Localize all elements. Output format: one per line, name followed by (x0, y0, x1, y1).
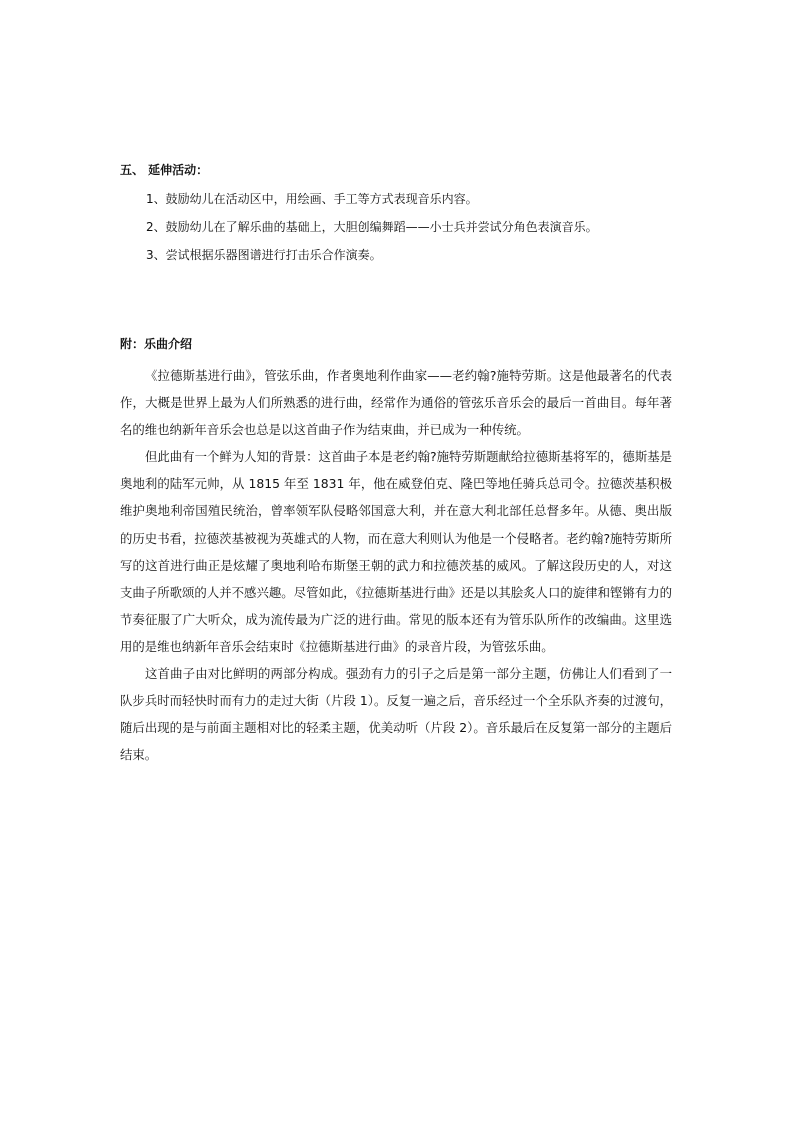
intro-paragraph-2: 但此曲有一个鲜为人知的背景：这首曲子本是老约翰?施特劳斯题献给拉德斯基将军的，德斯基是奥地利的陆军元帅，从 1815 年至 1831 年，他在威登伯克、隆巴等地任骑兵总司令。拉德茨基积极维护奥地利帝国殖民统治，曾率领军队侵略邻国意大利，并在意大利北部任总督多年。从德、奥出版的历史书看，拉德茨基被视为英雄式的人物，而在意大利则认为他是一个侵略者。老约翰?施特劳斯所写的这首进行曲正是炫耀了奥地利哈布斯堡王朝的武力和拉德茨基的威风。了解这段历史的人，对这支曲子所歌颂的人并不感兴趣。尽管如此，《拉德斯基进行曲》还是以其脍炙人口的旋律和铿锵有力的节奏征服了广大听众，成为流传最为广泛的进行曲。常见的版本还有为管乐队所作的改编曲。这里选用的是维也纳新年音乐会结束时《拉德斯基进行曲》的录音片段，为管弦乐曲。 (120, 449, 672, 654)
intro-paragraph-3: 这首曲子由对比鲜明的两部分构成。强劲有力的引子之后是第一部分主题，仿佛让人们看到了一队步兵时而轻快时而有力的走过大街（片段 1）。反复一遍之后，音乐经过一个全乐队齐奏的过渡句，随后出现的是与前面主题相对比的轻柔主题，优美动听（片段 2）。音乐最后在反复第一部分的主题后结束。 (120, 666, 672, 763)
activity-item-2: 2、鼓励幼儿在了解乐曲的基础上，大胆创编舞蹈——小士兵并尝试分角色表演音乐。 (146, 220, 598, 234)
intro-paragraph-1: 《拉德斯基进行曲》，管弦乐曲，作者奥地利作曲家——老约翰?施特劳斯。这是他最著名的代表作，大概是世界上最为人们所熟悉的进行曲，经常作为通俗的管弦乐音乐会的最后一首曲目。每年著名的维也纳新年音乐会也总是以这首曲子作为结束曲，并已成为一种传统。 (120, 368, 672, 438)
activity-item-3: 3、尝试根据乐器图谱进行打击乐合作演奏。 (146, 248, 382, 262)
activity-item-1: 1、鼓励幼儿在活动区中，用绘画、手工等方式表现音乐内容。 (146, 192, 478, 206)
music-introduction (120, 362, 672, 768)
section-5-heading: 五、 延伸活动： (120, 163, 209, 177)
appendix-heading: 附：乐曲介绍 (120, 337, 193, 351)
